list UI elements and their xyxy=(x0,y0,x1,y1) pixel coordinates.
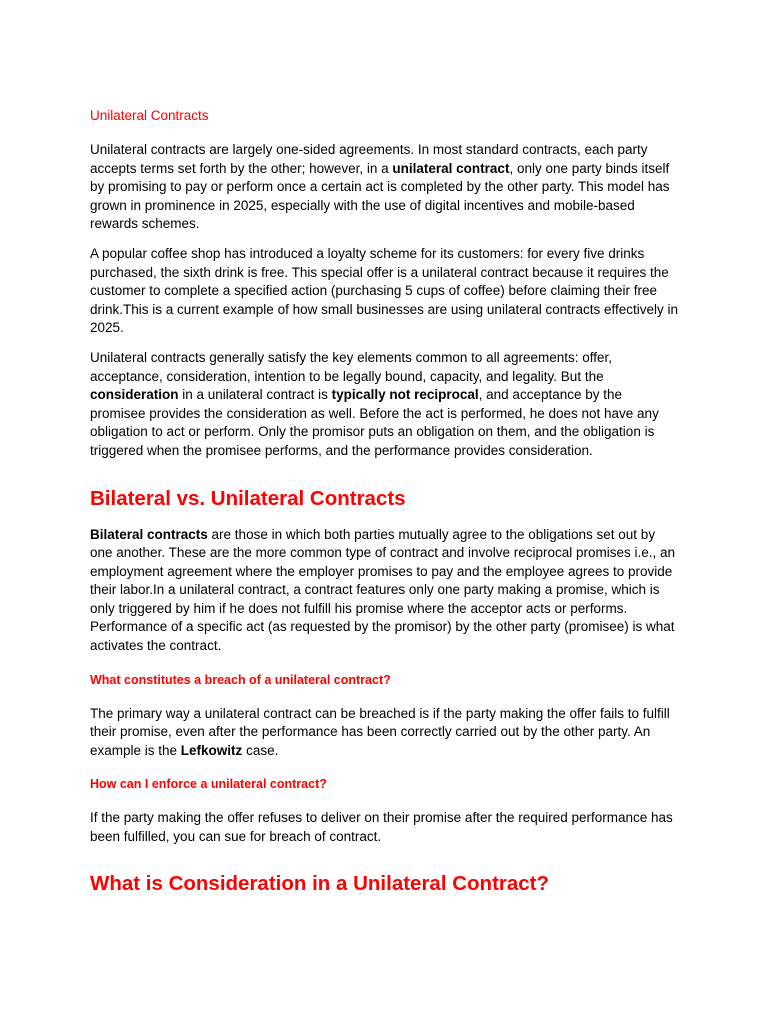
bilateral-text: are those in which both parties mutually agree to the obligations set out by one another. These are the more common type of contract and involve reciprocal promises i.e., an employment agreement where the employer promises to pay and the employee agrees to provide their labor.In a unilateral contract, a contract features only one party making a promise, which is only triggered by him if he does not fulfill his promise where the acceptor acts or performs. Performance of a specific act (as requested by the promisor) by the other party (promisee) is what activates the contract. xyxy=(90,526,676,654)
consideration-heading: What is Consideration in a Unilateral Contract? xyxy=(90,871,550,895)
enforce-paragraph: If the party making the offer refuses to deliver on their promise after the required performance has been fulfilled, you can sue for breach of contract. xyxy=(90,810,673,845)
intro-p3-text-a: Unilateral contracts generally satisfy the key elements common to all agreements: offer, acceptance, consideration, intention to be legally bound, capacity, and legality. But the xyxy=(90,349,612,384)
intro-p1-bold: unilateral contract xyxy=(392,160,510,176)
bilateral-paragraph xyxy=(90,526,680,656)
intro-p3-bold-not-reciprocal: typically not reciprocal xyxy=(331,387,479,403)
intro-paragraph-1 xyxy=(90,141,680,234)
section-title: Unilateral Contracts xyxy=(90,108,209,123)
intro-paragraph-3 xyxy=(90,349,680,461)
breach-paragraph xyxy=(90,705,680,761)
breach-text-b: case. xyxy=(242,742,279,758)
intro-p3-text-b: in a unilateral contract is xyxy=(178,387,332,403)
bilateral-heading: Bilateral vs. Unilateral Contracts xyxy=(90,486,406,510)
intro-paragraph-2: A popular coffee shop has introduced a loyalty scheme for its customers: for every five drinks purchased, the sixth drink is free. This special offer is a unilateral contract because it requires the customer to complete a specified action (purchasing 5 cups of coffee) before claiming their free drink.This is a current example of how small businesses are using unilateral contracts effectively in 2025. xyxy=(90,245,679,336)
intro-p3-text-c: , and acceptance by the promisee provides the consideration as well. Before the act is performed, he does not have any obligation to act or perform. Only the promisor puts an obligation on them, and the obligation is triggered when the promisee performs, and the performance provides consideration. xyxy=(90,387,659,458)
breach-heading: What constitutes a breach of a unilateral contract? xyxy=(90,672,391,687)
enforce-heading: How can I enforce a unilateral contract? xyxy=(90,777,327,792)
bilateral-bold: Bilateral contracts xyxy=(90,526,208,542)
breach-bold-lefkowitz: Lefkowitz xyxy=(180,742,243,758)
intro-p1-text-a: Unilateral contracts are largely one-sided agreements. In most standard contracts, each party accepts terms set forth by the other; however, in a xyxy=(90,142,648,176)
intro-p3-bold-consideration: consideration xyxy=(90,387,179,403)
intro-p1-text-b: , only one party binds itself by promising to pay or perform once a certain act is completed by the other party. This model has grown in prominence in 2025, especially with the use of digital incentives and mobile-based rewards schemes. xyxy=(90,160,670,232)
document-page xyxy=(90,107,680,897)
breach-text-a: The primary way a unilateral contract can be breached is if the party making the offer fails to fulfill their promise, even after the performance has been correctly carried out by the other party. An example is the xyxy=(90,705,670,758)
